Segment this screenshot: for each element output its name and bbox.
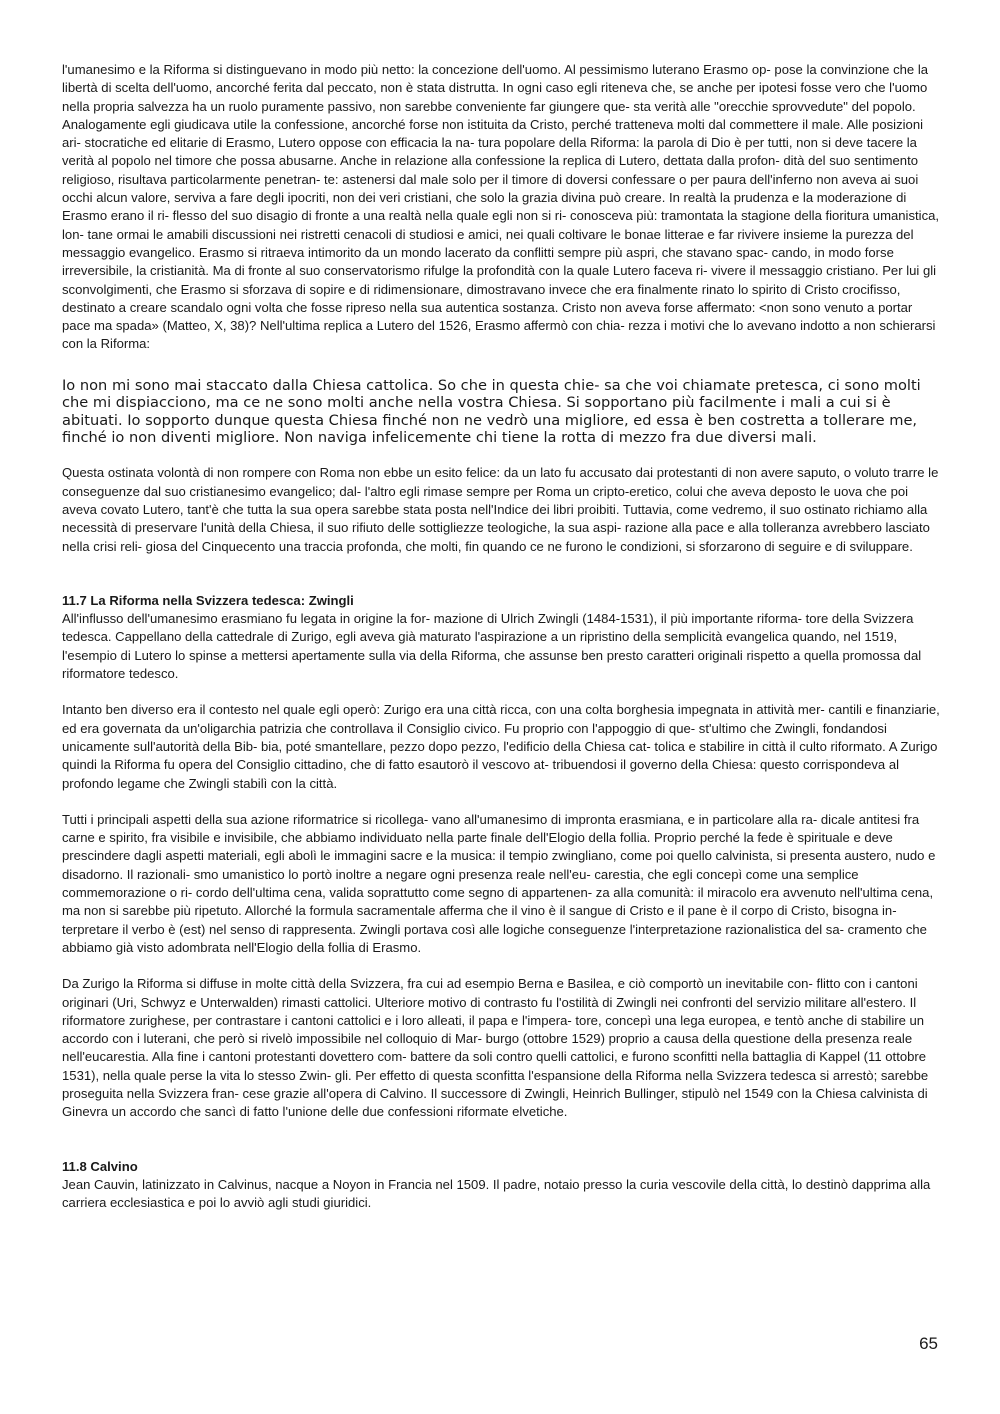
body-paragraph: l'umanesimo e la Riforma si distinguevano in modo più netto: la concezione dell'uomo. Al pessimismo luterano Erasmo op- pose la convinzione che la libertà di scelta dell'uomo, ancorché ferita dal peccato, non è stata distrutta. In ogni caso egli riteneva che, se anche per ipotesi fosse vero che l'uomo nella propria salvezza ha un ruolo puramente passivo, non sarebbe conveniente far giungere que- sta verità alle "orecchie sprovvedute" del popolo. Analogamente egli giudicava utile la confessione, ancorché forse non istituita da Cristo, perché tratteneva molti dal commettere il male. Alle posizioni ari- stocratiche ed elitarie di Erasmo, Lutero oppose con efficacia la na- tura popolare della Riforma: la parola di Dio è per tutti, non si deve tacere la verità al popolo nel timore che possa abusarne. Anche in relazione alla confessione la replica di Lutero, dettata dalla profon- dità del suo sentimento religioso, risultava particolarmente penetran- te: astenersi dal male solo per il timore di doversi confessare o per paura dell'inferno non aveva ai suoi occhi alcun valore, serviva a fare degli ipocriti, non dei veri cristiani, che solo la grazia divina può creare. In realtà la prudenza e la moderazione di Erasmo erano il ri- flesso del suo disagio di fronte a una realtà nella quale egli non si ri- conosceva più: tramontata la stagione della fioritura umanistica, lon- tane ormai le amabili discussioni nei ristretti cenacoli di studiosi e amici, nei quali coltivare le bonae litterae e far rivivere insieme la purezza del messaggio evangelico. Erasmo si ritraeva intimorito da un mondo lacerato da conflitti sempre più aspri, che stavano spac- cando, in modo forse irreversibile, la cristianità. Ma di fronte al suo conservatorismo rifulge la profondità con la quale Lutero faceva ri- vivere il messaggio cristiano. Per lui gli sconvolgimenti, che Erasmo si sforzava di sopire e di ridimensionare, dimostravano invece che era finalmente rinato lo spirito di Cristo crocifisso, destinato a creare scandalo ogni volta che fosse ripreso nella sua autentica sostanza. Cristo non aveva forse affermato: <non sono venuto a portar pace ma spada» (Matteo, X, 38)? Nell'ultima replica a Lutero del 1526, Erasmo affermò con chia- rezza i motivi che lo avevano indotto a non schierarsi con la Riforma: <box>62 62 940 352</box>
body-paragraph: Questa ostinata volontà di non rompere con Roma non ebbe un esito felice: da un lato fu accusato dai protestanti di non avere saputo, o voluto trarre le conseguenze dal suo cristianesimo evangelico; dal- l'altro egli rimase sempre per Roma un cripto-eretico, colui che aveva deposto le uova che poi aveva covato Lutero, tant'è che tutta la sua opera sarebbe stata posta nell'Indice dei libri proibiti. Tuttavia, come vedremo, il suo ostinato richiamo alla necessità di preservare l'unità della Chiesa, il suo rifiuto delle sottigliezze teologiche, la sua aspi- razione alla pace e alla tolleranza avrebbero lasciato nella crisi reli- giosa del Cinquecento una traccia profonda, che molti, fin quando ce ne furono le condizioni, si sforzarono di seguire e di sviluppare. <box>62 465 939 554</box>
body-paragraph: Tutti i principali aspetti della sua azione riformatrice si ricollega- vano all'umanesimo di impronta erasmiana, e in particolare alla ra- dicale antitesi fra carne e spirito, fra visibile e invisibile, che abbiamo individuato nella parte finale dell'Elogio della follia. Proprio perché la fede è spirituale e deve prescindere dagli aspetti materiali, egli abolì le immagini sacre e la musica: il tempio zwingliano, come poi quello calvinista, si presenta austero, nudo e disadorno. Il razionali- smo umanistico lo portò inoltre a negare ogni presenza reale nell'eu- carestia, che egli concepì come una semplice commemorazione o ri- cordo dell'ultima cena, valida soprattutto come segno di appartenen- za alla comunità: il miracolo era avvenuto nell'ultima cena, ma non si sarebbe più ripetuto. Allorché la formula sacramentale afferma che il vino è il sangue di Cristo e il pane è il corpo di Cristo, bisogna in-terpretare il verbo è (est) nel senso di rappresenta. Zwingli portava così alle logiche conseguenze l'interpretazione razionalistica del sa- cramento che abbiamo già visto adombrata nell'Elogio della follia di Erasmo. <box>62 811 936 955</box>
section-heading: 11.8 Calvino <box>62 1158 138 1174</box>
block-quote: Io non mi sono mai staccato dalla Chiesa cattolica. So che in questa chie- sa che voi chiamate pretesca, ci sono molti che mi dispiacciono, ma ce ne sono molti anche nella vostra Chiesa. Si sopportano più facilmente i mali a cui si è abituati. Io sopporto dunque questa Chiesa finché non ne vedrò una migliore, ed essa è ben costretta a tollerare me, finché io non diventi migliore. Non naviga infelicemente chi tiene la rotta di mezzo fra due diversi mali. <box>62 376 921 446</box>
document-page <box>62 61 940 1212</box>
body-paragraph: Jean Cauvin, latinizzato in Calvinus, nacque a Noyon in Francia nel 1509. Il padre, notaio presso la curia vescovile della città, lo destinò dapprima alla carriera ecclesiastica e poi lo avviò agli studi giuridici. <box>62 1176 931 1211</box>
body-paragraph: Da Zurigo la Riforma si diffuse in molte città della Svizzera, fra cui ad esempio Berna e Basilea, e ciò comportò un inevitabile con- flitto con i cantoni originari (Uri, Schwyz e Unterwalden) rimasti cattolici. Ulteriore motivo di contrasto fu l'ostilità di Zwingli nei confronti del servizio militare all'estero. Il riformatore zurighese, per contrastare i cantoni cattolici e i loro alleati, il papa e l'impera- tore, concepì una lega europea, e tentò anche di stabilire un accordo con i luterani, che però si rivelò impossibile nel colloquio di Mar- burgo (ottobre 1529) proprio a causa della questione della presenza reale nell'eucarestia. Alla fine i cantoni protestanti dovettero com- battere da soli contro quelli cattolici, e furono sconfitti nella battaglia di Kappel (11 ottobre 1531), nella quale perse la vita lo stesso Zwin- gli. Per effetto di questa sconfitta l'espansione della Riforma nella Svizzera tedesca si arrestò; sarebbe proseguita nella Svizzera fran- cese grazie all'opera di Calvino. Il successore di Zwingli, Heinrich Bullinger, stipulò nel 1549 con la Chiesa calvinista di Ginevra un accordo che sancì di fatto l'unione delle due confessioni riformate elvetiche. <box>62 976 929 1120</box>
body-paragraph: Intanto ben diverso era il contesto nel quale egli operò: Zurigo era una città ricca, con una colta borghesia impegnata in attività mer- cantili e finanziarie, ed era governata da un'oligarchia patrizia che controllava il Consiglio civico. Fu proprio con l'appoggio di que- st'ultimo che Zwingli, fondandosi unicamente sull'autorità della Bib- bia, poté smantellare, pezzo dopo pezzo, l'edificio della Chiesa cat- tolica e stabilire in città il culto riformato. A Zurigo quindi la Riforma fu opera del Consiglio cittadino, che di fatto esautorò il vescovo at- tribuendosi il governo della Chiesa: questo corrispondeva al profondo legame che Zwingli stabilì con la città. <box>62 702 940 791</box>
section-heading: 11.7 La Riforma nella Svizzera tedesca: Zwingli <box>62 592 354 608</box>
page-number: 65 <box>919 1334 938 1353</box>
body-paragraph: All'influsso dell'umanesimo erasmiano fu legata in origine la for- mazione di Ulrich Zwingli (1484-1531), il più importante riforma- tore della Svizzera tedesca. Cappellano della cattedrale di Zurigo, egli aveva già maturato l'aspirazione a un ripristino della semplicità evangelica quando, nel 1519, l'esempio di Lutero lo spinse a mettersi apertamente sulla via della Riforma, che assunse ben presto caratteri originali rispetto a quella promossa dal riformatore tedesco. <box>62 611 922 682</box>
